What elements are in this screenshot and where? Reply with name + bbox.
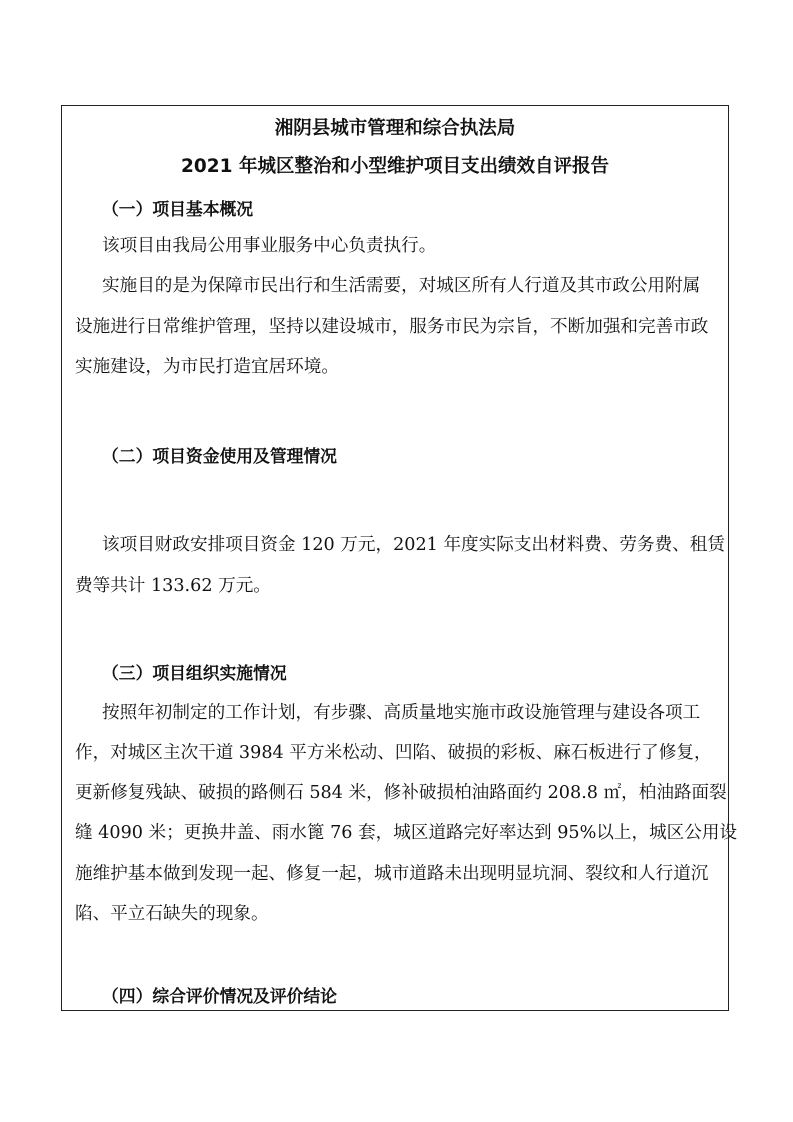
section-1-paragraph-line: 设施进行日常维护管理，坚持以建设城市，服务市民为宗旨，不断加强和完善市政 [75, 317, 709, 337]
section-1-paragraph-line: 实施目的是为保障市民出行和生活需要，对城区所有人行道及其市政公用附属 [102, 276, 701, 296]
section-1-paragraph-line: 该项目由我局公用事业服务中心负责执行。 [102, 236, 437, 256]
report-title-line-2: 2021 年城区整治和小型维护项目支出绩效自评报告 [181, 156, 609, 177]
section-3-paragraph-line: 陷、平立石缺失的现象。 [75, 904, 269, 924]
section-3-paragraph-line: 作，对城区主次干道 3984 平方米松动、凹陷、破损的彩板、麻石板进行了修复， [75, 743, 712, 763]
section-4-heading: （四）综合评价情况及评价结论 [102, 986, 337, 1006]
section-3-paragraph-line: 按照年初制定的工作计划，有步骤、高质量地实施市政设施管理与建设各项工 [102, 703, 701, 723]
section-2-paragraph-line: 该项目财政安排项目资金 120 万元，2021 年度实际支出材料费、劳务费、租赁 [102, 535, 725, 555]
section-1-heading: （一）项目基本概况 [102, 199, 254, 219]
section-3-paragraph-line: 施维护基本做到发现一起、修复一起，城市道路未出现明显坑洞、裂纹和人行道沉 [75, 864, 709, 884]
section-3-paragraph-line: 更新修复残缺、破损的路侧石 584 米，修补破损柏油路面约 208.8 ㎡，柏油路面裂 [75, 783, 727, 803]
section-3-paragraph-line: 缝 4090 米；更换井盖、雨水篦 76 套，城区道路完好率达到 95%以上，城区公用设 [75, 823, 738, 843]
section-2-paragraph-line: 费等共计 133.62 万元。 [75, 576, 271, 596]
section-1-paragraph-line: 实施建设，为市民打造宜居环境。 [75, 357, 339, 377]
report-title-line-1: 湘阴县城市管理和综合执法局 [274, 118, 516, 139]
section-3-heading: （三）项目组织实施情况 [102, 663, 287, 683]
section-2-heading: （二）项目资金使用及管理情况 [102, 446, 337, 466]
